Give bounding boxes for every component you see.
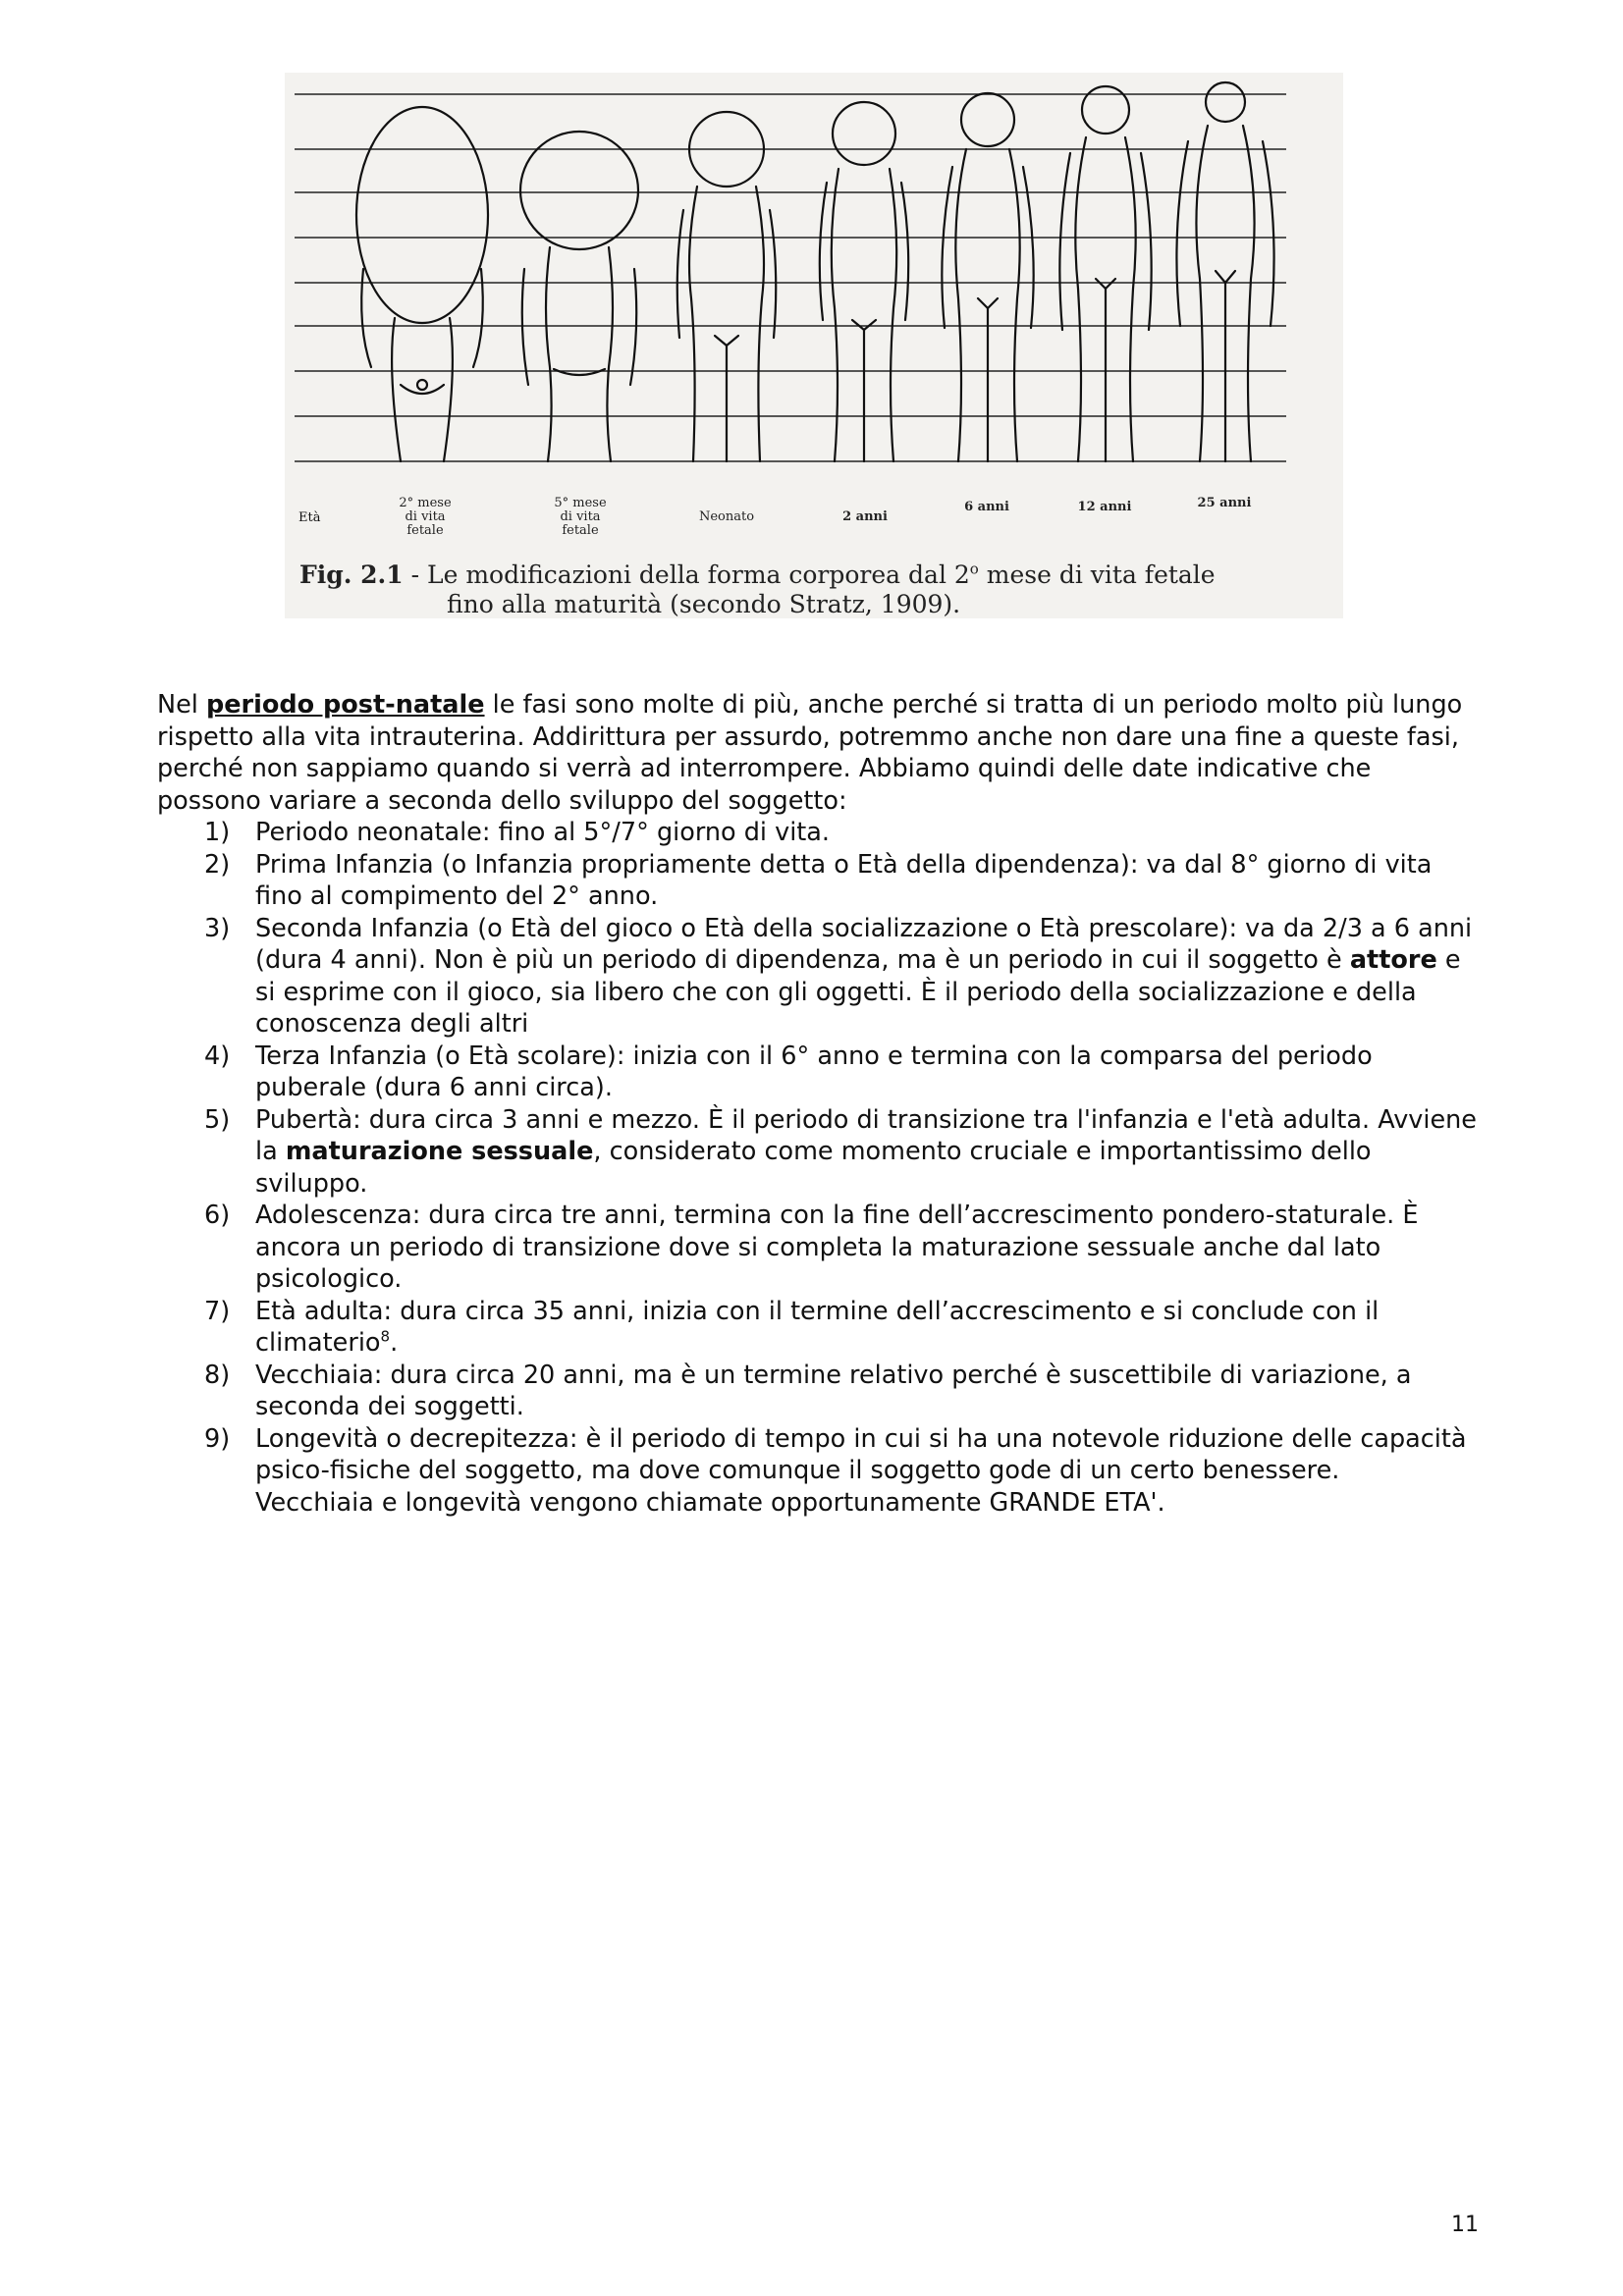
body-text: [157, 689, 1483, 1519]
list-item: 2) Prima Infanzia (o Infanzia propriamente detta o Età della dipendenza): va dal 8° giorno di vita fino al compimento del 2° anno.: [204, 849, 1433, 911]
list-item: 3) Seconda Infanzia (o Età del gioco o Età della socializzazione o Età prescolare): va da 2/3 a 6 anni (dura 4 anni). Non è più un periodo di dipendenza, ma è un periodo in cui il soggetto è attore e si esprime con il gioco, sia libero che con gli oggetti. È il periodo della socializzazione e della conoscenza degli altri: [204, 913, 1473, 1039]
bold-maturazione-sessuale: maturazione sessuale: [285, 1137, 594, 1166]
page-number: 11: [1451, 2213, 1479, 2237]
figure-caption-text-a: - Le modificazioni della forma corporea dal 2: [403, 561, 970, 589]
figure-caption-sup: o: [969, 560, 979, 578]
figure-newborn: [677, 112, 777, 461]
list-item: 8) Vecchiaia: dura circa 20 anni, ma è un termine relativo perché è suscettibile di variazione, a seconda dei soggetti.: [204, 1360, 1412, 1421]
stage-label-2-years: 2 anni: [842, 509, 888, 524]
figure-fetus-2-months: [356, 107, 488, 461]
list-item: 7) Età adulta: dura circa 35 anni, inizia con il termine dell’accrescimento e si conclude con il climaterio$^8$.: [204, 1296, 1380, 1358]
stage-label-12-years: 12 anni: [1077, 500, 1132, 514]
bold-attore: attore: [1349, 945, 1437, 975]
figure-caption: [299, 561, 1330, 619]
stage-label-25-years: 25 anni: [1197, 496, 1252, 510]
figure-child-2-years: [820, 102, 908, 461]
stage-label-6-years: 6 anni: [964, 500, 1009, 514]
figure-caption-text-b: mese di vita fetale: [978, 561, 1216, 589]
intro-paragraph: Nel periodo post-natale le fasi sono molte di più, anche perché si tratta di un periodo molto più lungo rispetto alla vita intrauterina. Addirittura per assurdo, potremmo anche non dare una fine a queste fasi, perché non sappiamo quando si verrà ad interrompere. Abbiamo quindi delle date indicative che possono variare a seconda dello sviluppo del soggetto:: [157, 690, 1463, 816]
phases-list: [157, 817, 1483, 1487]
figure-caption-line2: fino alla maturità (secondo Stratz, 1909).: [447, 590, 961, 618]
figure-fetus-5-months: [520, 132, 638, 461]
eta-label: Età: [298, 510, 321, 525]
closing-sentence: Vecchiaia e longevità vengono chiamate opportunamente GRANDE ETA'.: [255, 1487, 1165, 1518]
figure-caption-number: Fig. 2.1: [299, 561, 404, 589]
stage-label-newborn: Neonato: [698, 509, 755, 524]
list-item: 1) Periodo neonatale: fino al 5°/7° giorno di vita.: [204, 818, 831, 847]
list-item: 5) Pubertà: dura circa 3 anni e mezzo. È il periodo di transizione tra l'infanzia e l'età adulta. Avviene la maturazione sessuale, considerato come momento cruciale e importantissimo dello sviluppo.: [204, 1104, 1477, 1199]
figure-child-12-years: [1059, 86, 1151, 461]
figure-adult-25-years: [1176, 82, 1273, 461]
term-post-natale: periodo post-natale: [205, 690, 485, 720]
stage-label-2-months: 2° mese di vita fetale: [399, 496, 452, 538]
list-item: 6) Adolescenza: dura circa tre anni, termina con la fine dell’accrescimento pondero-staturale. È ancora un periodo di transizione dove si completa la maturazione sessuale anche dal lato psicologico.: [204, 1201, 1419, 1294]
figure-stratz: [285, 73, 1343, 618]
list-item: 4) Terza Infanzia (o Età scolare): inizia con il 6° anno e termina con la comparsa del periodo puberale (dura 6 anni circa).: [204, 1041, 1373, 1102]
footnote-ref: 8: [380, 1327, 391, 1346]
stage-label-5-months: 5° mese di vita fetale: [554, 496, 607, 538]
list-item: 9) Longevità o decrepitezza: è il periodo di tempo in cui si ha una notevole riduzione delle capacità psico-fisiche del soggetto, ma dove comunque il soggetto gode di un certo benessere.: [204, 1423, 1467, 1485]
